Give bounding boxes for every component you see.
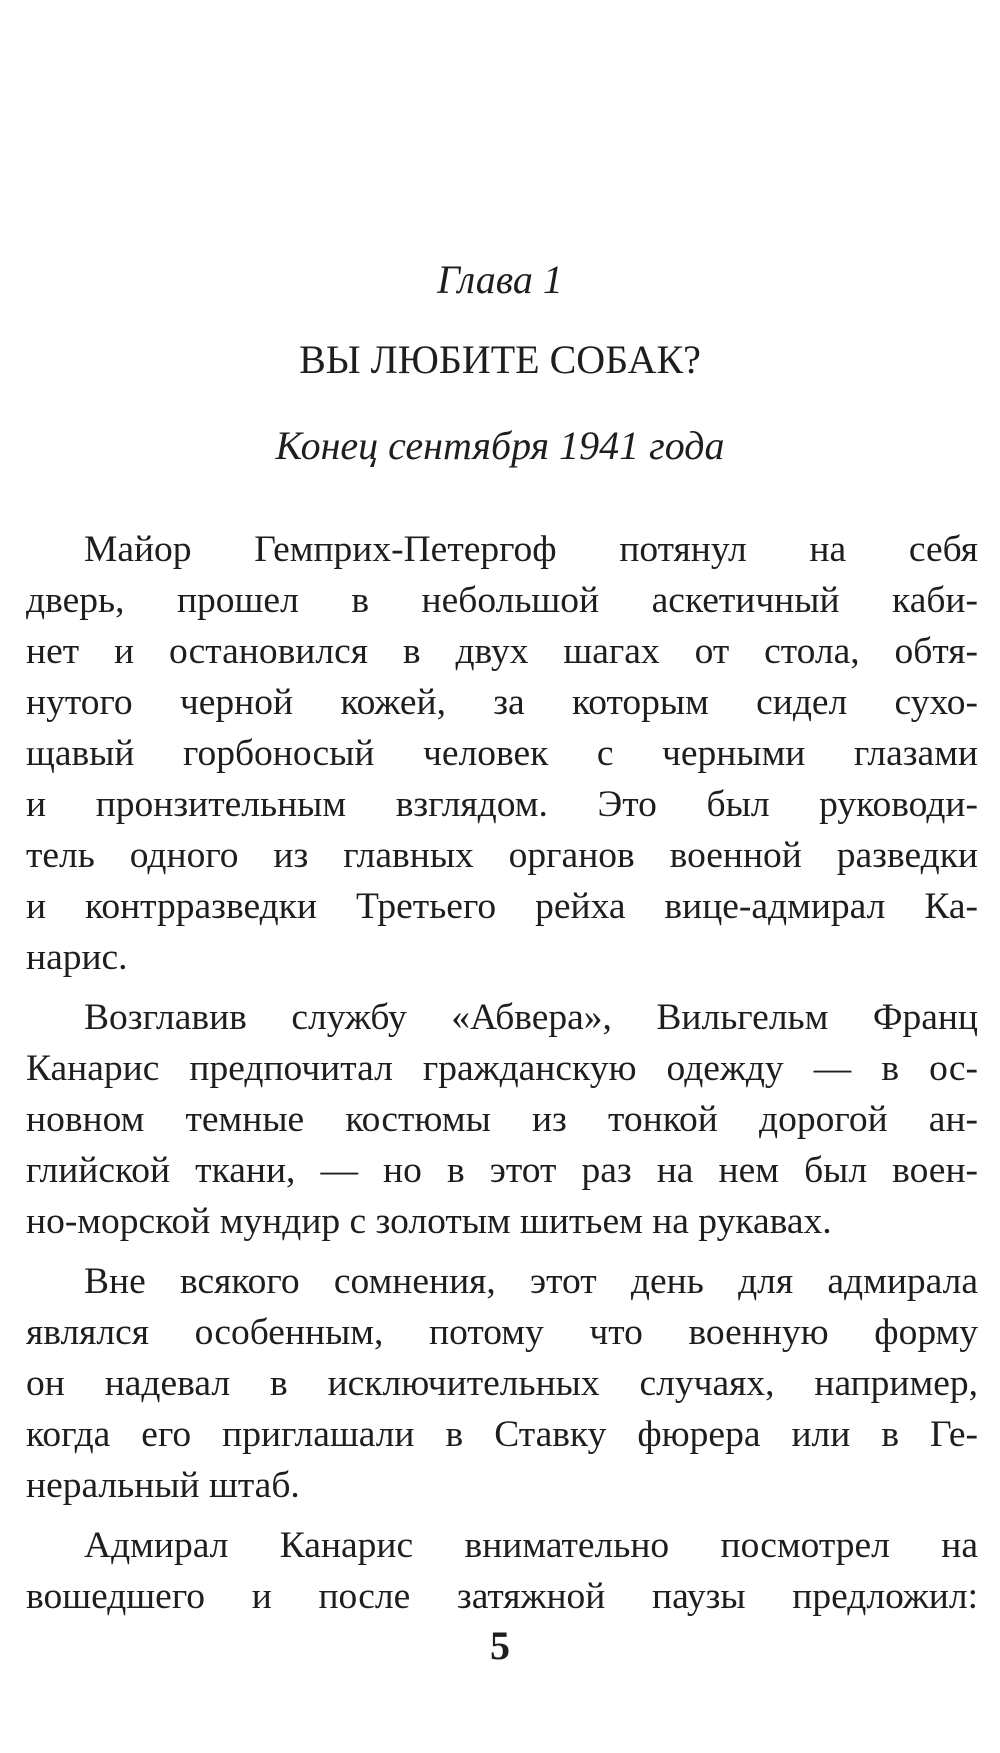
paragraph [26, 992, 978, 1247]
paragraph [26, 1520, 978, 1622]
text-line: неральный штаб. [26, 1465, 300, 1506]
chapter-title: ВЫ ЛЮБИТЕ СОБАК? [299, 337, 701, 382]
text-line: когда его приглашали в Ставку фюрера или в Ге- [26, 1414, 978, 1455]
text-line: он надевал в исключительных случаях, например, [26, 1363, 978, 1404]
text-line: Майор Гемприх-Петергоф потянул на себя [84, 529, 978, 570]
text-line: нет и остановился в двух шагах от стола, обтя- [26, 631, 978, 672]
text-line: Возглавив службу «Абвера», Вильгельм Франц [84, 997, 978, 1038]
text-line: но-морской мундир с золотым шитьем на рукавах. [26, 1201, 832, 1242]
chapter-label: Глава 1 [437, 257, 563, 302]
text-line: дверь, прошел в небольшой аскетичный каби- [26, 580, 978, 621]
page-number: 5 [490, 1623, 510, 1668]
text-line: нутого черной кожей, за которым сидел сухо- [26, 682, 978, 723]
text-line: новном темные костюмы из тонкой дорогой ан- [26, 1099, 978, 1140]
text-line: являлся особенным, потому что военную форму [26, 1312, 978, 1353]
text-line: Вне всякого сомнения, этот день для адмирала [84, 1261, 978, 1302]
text-line: щавый горбоносый человек с черными глазами [26, 733, 978, 774]
text-line: вошедшего и после затяжной паузы предложил: [26, 1576, 978, 1617]
text-line: Адмирал Канарис внимательно посмотрел на [84, 1525, 978, 1566]
paragraph [26, 1256, 978, 1511]
paragraph [26, 524, 978, 983]
text-line: глийской ткани, — но в этот раз на нем был воен- [26, 1150, 978, 1191]
text-line: и контрразведки Третьего рейха вице-адмирал Ка- [26, 886, 978, 927]
text-line: и пронзительным взглядом. Это был руководи- [26, 784, 978, 825]
text-line: нарис. [26, 937, 128, 978]
text-line: тель одного из главных органов военной разведки [26, 835, 978, 876]
body-text [26, 524, 978, 1622]
text-line: Канарис предпочитал гражданскую одежду — в ос- [26, 1048, 978, 1089]
chapter-date: Конец сентября 1941 года [275, 423, 725, 468]
